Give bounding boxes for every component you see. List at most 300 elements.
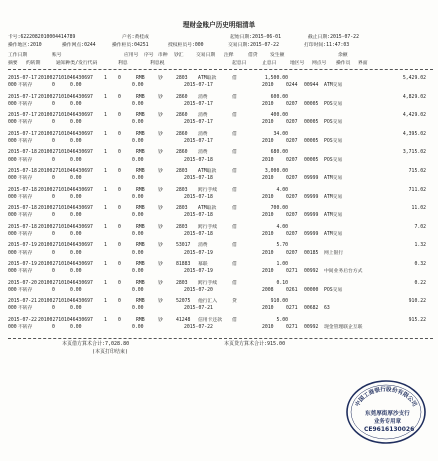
record-memo: 不转存 xyxy=(18,139,33,144)
record-date: 2015-07-17 xyxy=(8,94,37,100)
record-br: 0207 xyxy=(286,194,298,200)
column-header: 账号 xyxy=(52,53,62,58)
record-acct: 2010027101046430697 xyxy=(38,113,93,119)
record-d: 2015-07-18 xyxy=(184,213,213,219)
column-header: 约转期 xyxy=(26,61,41,66)
record-br: 0207 xyxy=(286,176,298,182)
record-amt: 34.00 xyxy=(273,131,288,137)
record-cur: RMB xyxy=(136,131,145,137)
column-header: 工作日期 xyxy=(8,53,28,58)
record-txd: 2803 xyxy=(176,280,188,286)
record-ui: ATM交易 xyxy=(324,232,343,237)
record-note: 消费 xyxy=(198,150,208,156)
record-note: 慕联 xyxy=(198,262,208,267)
record-op: 09999 xyxy=(304,194,319,200)
record-ch: 钞 xyxy=(158,169,163,174)
record-bal: 5,429.02 xyxy=(402,76,426,81)
record-d: 2015-07-17 xyxy=(184,139,213,144)
column-header: 网点号 xyxy=(312,61,327,66)
record-ch: 钞 xyxy=(158,317,163,323)
record-t: 0.00 xyxy=(132,176,144,182)
record-txd: 2860 xyxy=(176,113,188,119)
record-sum: 000 xyxy=(8,157,17,163)
record-op: 00005 xyxy=(304,139,319,144)
record-area: 2010 xyxy=(262,269,274,275)
record-ch: 钞 xyxy=(158,76,163,81)
record-seq: 0 xyxy=(118,243,121,249)
record-txd: 2803 xyxy=(176,187,188,193)
debit-total: 本页借方算术合计:7,028.80 xyxy=(62,341,130,347)
record-cur: RMB xyxy=(136,243,145,249)
record-t: 0.00 xyxy=(132,213,144,219)
record-area: 2010 xyxy=(262,176,274,182)
record-ch: 钞 xyxy=(158,150,163,156)
record-date: 2015-07-21 xyxy=(8,299,37,305)
record-sum: 000 xyxy=(8,139,17,144)
record-dc: 借 xyxy=(232,169,237,174)
record-bal: 910.22 xyxy=(408,299,426,305)
column-header: 止息日 xyxy=(262,61,277,66)
record-app: 1 xyxy=(104,76,107,81)
record-i: 0.00 xyxy=(70,194,82,200)
record-acct: 2010027101046430697 xyxy=(38,317,93,323)
card-number: 卡号:6222082010004414789 xyxy=(8,35,76,40)
record-amt: 400.00 xyxy=(270,113,288,119)
record-i: 0.00 xyxy=(70,120,82,126)
record-amt: 1,500.00 xyxy=(264,76,288,81)
record-acct: 2010027101046430697 xyxy=(38,262,93,267)
record-acct: 2010027101046430697 xyxy=(38,131,93,137)
record-seq: 0 xyxy=(118,317,121,323)
record-amt: 4.00 xyxy=(276,224,288,230)
record-date: 2015-07-17 xyxy=(8,131,37,137)
record-d: 2015-07-17 xyxy=(184,83,213,89)
record-memo: 不转存 xyxy=(18,287,33,293)
record-x: 0 xyxy=(52,139,55,144)
column-header: 利息税 xyxy=(150,61,165,66)
record-txd: 41248 xyxy=(176,317,191,323)
record-br: 0207 xyxy=(286,213,298,219)
record-sum: 000 xyxy=(8,194,17,200)
record-txd: 2860 xyxy=(176,150,188,156)
record-sum: 000 xyxy=(8,83,17,89)
record-op: 00944 xyxy=(304,83,319,89)
record-i: 0.00 xyxy=(70,139,82,144)
record-area: 2010 xyxy=(262,139,274,144)
record-d: 2015-07-21 xyxy=(184,306,213,312)
record-txd: 2860 xyxy=(176,94,188,100)
record-area: 2010 xyxy=(262,306,274,312)
record-sum: 000 xyxy=(8,325,17,330)
record-cur: RMB xyxy=(136,262,145,267)
record-note: ATM取款 xyxy=(198,169,217,174)
record-op: 00185 xyxy=(304,250,319,256)
record-cur: RMB xyxy=(136,76,145,81)
seal-purpose: 业务专用章 xyxy=(374,419,401,425)
record-dc: 借 xyxy=(232,317,237,323)
record-area: 2010 xyxy=(262,83,274,89)
record-br: 0207 xyxy=(286,139,298,144)
record-ch: 钞 xyxy=(158,262,163,267)
record-dc: 借 xyxy=(232,131,237,137)
record-date: 2015-07-17 xyxy=(8,113,37,119)
column-header: 摘要 xyxy=(8,61,18,66)
record-dc: 借 xyxy=(232,262,237,267)
record-x: 0 xyxy=(52,287,55,293)
record-ui: POS交易 xyxy=(324,120,343,126)
record-memo: 不转存 xyxy=(18,83,33,89)
record-x: 0 xyxy=(52,250,55,256)
column-header: 通知种类/发行代码 xyxy=(56,61,98,66)
record-dc: 借 xyxy=(232,243,237,249)
record-dc: 借 xyxy=(232,187,237,193)
record-ch: 钞 xyxy=(158,280,163,286)
header-rule xyxy=(8,69,433,70)
record-t: 0.00 xyxy=(132,287,144,293)
record-d: 2015-07-17 xyxy=(184,120,213,126)
record-txd: 2803 xyxy=(176,76,188,81)
end-date: 截止日期:2015-07-22 xyxy=(308,35,359,40)
record-bal: 715.02 xyxy=(408,169,426,174)
record-t: 0.00 xyxy=(132,306,144,312)
svg-text:中国工商银行股份有限公司 xyxy=(353,385,419,408)
record-date: 2015-07-19 xyxy=(8,262,37,267)
record-sum: 000 xyxy=(8,306,17,312)
record-i: 0.00 xyxy=(70,176,82,182)
record-amt: 1.00 xyxy=(276,262,288,267)
record-bal: 915.22 xyxy=(408,317,426,323)
record-app: 1 xyxy=(104,224,107,230)
record-seq: 0 xyxy=(118,224,121,230)
record-area: 2008 xyxy=(262,287,274,293)
record-acct: 2010027101046430697 xyxy=(38,150,93,156)
record-area: 2010 xyxy=(262,213,274,219)
record-t: 0.00 xyxy=(132,120,144,126)
record-acct: 2010027101046430697 xyxy=(38,299,93,305)
record-ui: ATM交易 xyxy=(324,176,343,182)
record-t: 0.00 xyxy=(132,157,144,163)
column-header: 起息日 xyxy=(232,61,247,66)
record-date: 2015-07-18 xyxy=(8,224,37,230)
record-br: 0207 xyxy=(286,157,298,163)
record-date: 2015-07-20 xyxy=(8,280,37,286)
bank-seal xyxy=(345,378,427,446)
end-of-page-note: (本页打印结束) xyxy=(92,349,129,355)
record-seq: 0 xyxy=(118,150,121,156)
record-cur: RMB xyxy=(136,317,145,323)
record-acct: 2010027101046430697 xyxy=(38,187,93,193)
record-ch: 钞 xyxy=(158,206,163,212)
record-ui: POS交易 xyxy=(324,101,343,107)
record-acct: 2010027101046430697 xyxy=(38,206,93,212)
record-note: 消费 xyxy=(198,243,208,249)
record-txd: 2803 xyxy=(176,224,188,230)
record-i: 0.00 xyxy=(70,83,82,89)
record-note: 消费 xyxy=(198,113,208,119)
record-d: 2015-07-22 xyxy=(184,325,213,330)
record-x: 0 xyxy=(52,194,55,200)
column-header: 序号 xyxy=(144,53,154,58)
record-sum: 000 xyxy=(8,176,17,182)
record-memo: 不转存 xyxy=(18,306,33,312)
record-cur: RMB xyxy=(136,280,145,286)
record-area: 2010 xyxy=(262,194,274,200)
record-ui: 63 xyxy=(324,306,330,312)
record-op: 00005 xyxy=(304,101,319,107)
record-note: 信用卡还款 xyxy=(198,317,222,323)
operating-branch: 操作网点:0244 xyxy=(62,43,96,48)
record-amt: 910.00 xyxy=(270,299,288,305)
record-seq: 0 xyxy=(118,113,121,119)
record-bal: 0.32 xyxy=(414,262,426,267)
record-amt: 0.10 xyxy=(276,280,288,286)
record-acct: 2010027101046430697 xyxy=(38,94,93,100)
record-txd: 2803 xyxy=(176,206,188,212)
record-br: 0261 xyxy=(286,287,298,293)
record-memo: 不转存 xyxy=(18,101,33,107)
column-header: 钞汇 xyxy=(174,53,184,58)
record-cur: RMB xyxy=(136,150,145,156)
record-seq: 0 xyxy=(118,131,121,137)
record-note: 跨行手续 xyxy=(198,187,218,193)
record-x: 0 xyxy=(52,157,55,163)
record-sum: 000 xyxy=(8,120,17,126)
record-date: 2015-07-18 xyxy=(8,187,37,193)
record-bal: 4,395.02 xyxy=(402,131,426,137)
record-br: 0207 xyxy=(286,101,298,107)
column-header: 利息 xyxy=(118,61,128,66)
record-ui: 网上银行 xyxy=(324,250,344,256)
record-sum: 000 xyxy=(8,269,17,275)
record-seq: 0 xyxy=(118,262,121,267)
record-ch: 钞 xyxy=(158,243,163,249)
start-date: 起始日期:2015-06-01 xyxy=(230,35,281,40)
record-cur: RMB xyxy=(136,187,145,193)
record-br: 0207 xyxy=(286,120,298,126)
record-ch: 钞 xyxy=(158,299,163,305)
record-op: 00005 xyxy=(304,120,319,126)
record-bal: 4,829.02 xyxy=(402,94,426,100)
record-cur: RMB xyxy=(136,113,145,119)
column-header: 借贷 xyxy=(248,53,258,58)
record-date: 2015-07-17 xyxy=(8,76,37,81)
record-memo: 不转存 xyxy=(18,176,33,182)
record-amt: 4.00 xyxy=(276,187,288,193)
record-op: 00992 xyxy=(304,325,319,330)
record-dc: 借 xyxy=(232,113,237,119)
record-date: 2015-07-18 xyxy=(8,169,37,174)
record-seq: 0 xyxy=(118,76,121,81)
record-app: 1 xyxy=(104,280,107,286)
record-note: ATM取款 xyxy=(198,206,217,212)
column-header: 注释 xyxy=(224,53,234,58)
record-cur: RMB xyxy=(136,206,145,212)
record-cur: RMB xyxy=(136,94,145,100)
record-seq: 0 xyxy=(118,187,121,193)
record-memo: 不转存 xyxy=(18,194,33,200)
record-date: 2015-07-18 xyxy=(8,206,37,212)
record-i: 0.00 xyxy=(70,213,82,219)
record-acct: 2010027101046430697 xyxy=(38,243,93,249)
record-cur: RMB xyxy=(136,299,145,305)
record-note: ATM取款 xyxy=(198,76,217,81)
record-bal: 7.02 xyxy=(414,224,426,230)
record-memo: 不转存 xyxy=(18,325,33,330)
record-cur: RMB xyxy=(136,224,145,230)
column-header: 界面 xyxy=(358,61,368,66)
record-t: 0.00 xyxy=(132,194,144,200)
record-seq: 0 xyxy=(118,280,121,286)
record-date: 2015-07-22 xyxy=(8,317,37,323)
record-d: 2015-07-18 xyxy=(184,232,213,237)
operating-region: 操作地区:2010 xyxy=(8,43,42,48)
record-d: 2015-07-19 xyxy=(184,250,213,256)
record-x: 0 xyxy=(52,213,55,219)
record-x: 0 xyxy=(52,306,55,312)
record-acct: 2010027101046430697 xyxy=(38,224,93,230)
authorizing-teller: 授权柜员号:000 xyxy=(168,43,204,48)
record-note: 消费 xyxy=(198,94,208,100)
record-i: 0.00 xyxy=(70,250,82,256)
record-app: 1 xyxy=(104,169,107,174)
record-x: 0 xyxy=(52,120,55,126)
record-br: 0271 xyxy=(286,269,298,275)
record-x: 0 xyxy=(52,232,55,237)
record-app: 1 xyxy=(104,243,107,249)
record-x: 0 xyxy=(52,176,55,182)
record-d: 2015-07-18 xyxy=(184,194,213,200)
record-d: 2015-07-19 xyxy=(184,269,213,275)
record-seq: 0 xyxy=(118,94,121,100)
record-bal: 0.22 xyxy=(414,280,426,286)
record-op: 00682 xyxy=(304,306,319,312)
seal-code: CE9616130026 xyxy=(364,426,415,433)
record-memo: 不转存 xyxy=(18,157,33,163)
record-app: 1 xyxy=(104,187,107,193)
record-note: 跨行手续 xyxy=(198,224,218,230)
record-d: 2015-07-18 xyxy=(184,176,213,182)
record-i: 0.00 xyxy=(70,325,82,330)
statement-title: 理财金账户历史明细清单 xyxy=(182,21,256,29)
column-header: 币种 xyxy=(158,53,168,58)
record-date: 2015-07-18 xyxy=(8,150,37,156)
record-d: 2015-07-20 xyxy=(184,287,213,293)
record-dc: 借 xyxy=(232,94,237,100)
record-op: 09999 xyxy=(304,232,319,237)
seal-ring-text: 中国工商银行股份有限公司 xyxy=(354,386,418,408)
column-header: 操作员 xyxy=(336,61,351,66)
record-date: 2015-07-19 xyxy=(8,243,37,249)
column-header: 地区号 xyxy=(290,61,305,66)
seal-branch-name: 东莞厚街厚沙支行 xyxy=(365,411,410,417)
record-seq: 0 xyxy=(118,206,121,212)
record-i: 0.00 xyxy=(70,101,82,107)
column-header: 余额 xyxy=(338,53,348,58)
record-memo: 不转存 xyxy=(18,120,33,126)
record-x: 0 xyxy=(52,325,55,330)
record-bal: 711.02 xyxy=(408,187,426,193)
record-dc: 借 xyxy=(232,150,237,156)
print-time: 打印时间:11:47:03 xyxy=(304,43,350,48)
record-txd: 81883 xyxy=(176,262,191,267)
record-dc: 借 xyxy=(232,76,237,81)
record-br: 0207 xyxy=(286,250,298,256)
record-area: 2010 xyxy=(262,232,274,237)
record-ui: ATM交易 xyxy=(324,213,343,219)
column-header: 发生额 xyxy=(270,53,285,58)
record-app: 1 xyxy=(104,262,107,267)
record-area: 2010 xyxy=(262,101,274,107)
footer-rule xyxy=(8,338,433,339)
record-sum: 000 xyxy=(8,101,17,107)
record-op: 09999 xyxy=(304,176,319,182)
record-ui: 现金管理联企互联 xyxy=(324,325,363,330)
record-app: 1 xyxy=(104,317,107,323)
record-note: 消费 xyxy=(198,131,208,137)
record-memo: 不转存 xyxy=(18,269,33,275)
record-amt: 5.00 xyxy=(276,317,288,323)
record-i: 0.00 xyxy=(70,269,82,275)
transaction-date: 交易日期:2015-07-22 xyxy=(228,43,279,48)
record-note: 跨行手续 xyxy=(198,280,218,286)
record-bal: 4,429.02 xyxy=(402,113,426,119)
record-ui: ATM交易 xyxy=(324,83,343,89)
record-acct: 2010027101046430697 xyxy=(38,280,93,286)
account-name: 户名:黄桂成 xyxy=(122,35,149,40)
record-br: 0271 xyxy=(286,306,298,312)
record-t: 0.00 xyxy=(132,269,144,275)
record-br: 0244 xyxy=(286,83,298,89)
record-br: 0271 xyxy=(286,325,298,330)
record-dc: 借 xyxy=(232,224,237,230)
record-app: 1 xyxy=(104,94,107,100)
record-amt: 680.00 xyxy=(270,150,288,156)
record-sum: 000 xyxy=(8,232,17,237)
record-op: 00005 xyxy=(304,157,319,163)
record-dc: 借 xyxy=(232,280,237,286)
record-dc: 借 xyxy=(232,206,237,212)
record-seq: 0 xyxy=(118,169,121,174)
record-acct: 2010027101046430697 xyxy=(38,169,93,174)
record-app: 1 xyxy=(104,299,107,305)
record-d: 2015-07-17 xyxy=(184,101,213,107)
record-ui: POS交易 xyxy=(324,287,343,293)
record-txd: 52075 xyxy=(176,299,191,305)
record-t: 0.00 xyxy=(132,101,144,107)
record-acct: 2010027101046430697 xyxy=(38,76,93,81)
record-amt: 600.00 xyxy=(270,94,288,100)
record-ch: 钞 xyxy=(158,187,163,193)
record-x: 0 xyxy=(52,83,55,89)
record-amt: 5.70 xyxy=(276,243,288,249)
record-ch: 钞 xyxy=(158,131,163,137)
record-app: 1 xyxy=(104,150,107,156)
record-br: 0207 xyxy=(286,232,298,237)
record-t: 0.00 xyxy=(132,232,144,237)
record-i: 0.00 xyxy=(70,306,82,312)
column-header: 应用号 xyxy=(124,53,139,58)
record-bal: 3,715.02 xyxy=(402,150,426,156)
record-dc: 贷 xyxy=(232,299,237,305)
record-app: 1 xyxy=(104,113,107,119)
record-txd: 53017 xyxy=(176,243,191,249)
record-op: 09999 xyxy=(304,213,319,219)
record-txd: 2803 xyxy=(176,169,188,174)
record-t: 0.00 xyxy=(132,325,144,330)
record-x: 0 xyxy=(52,269,55,275)
record-bal: 11.02 xyxy=(411,206,426,212)
record-app: 1 xyxy=(104,131,107,137)
